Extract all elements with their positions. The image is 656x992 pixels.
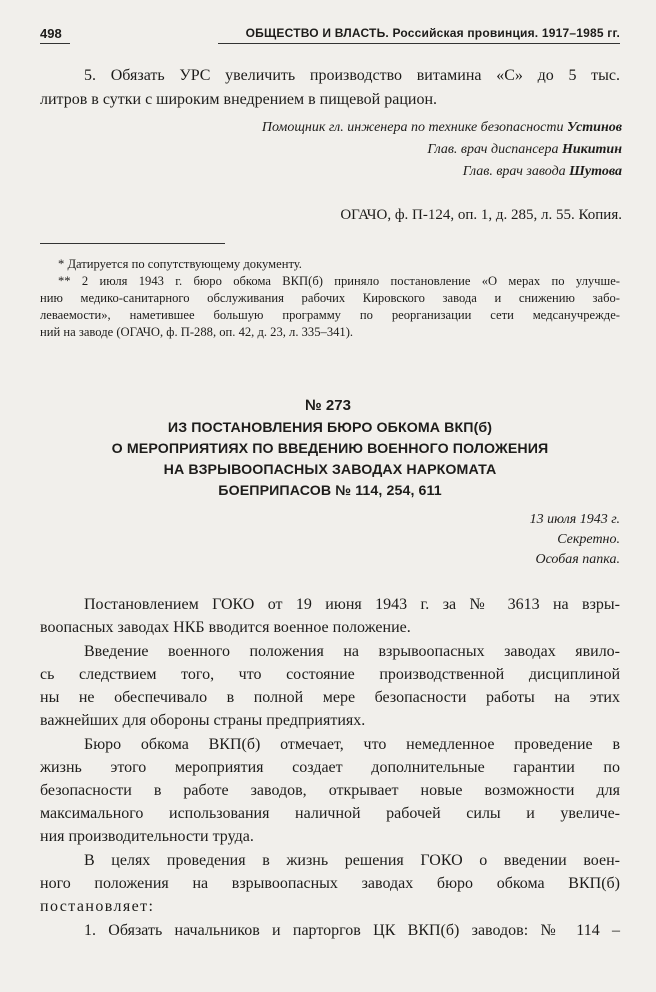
signature-name: Шутова: [569, 164, 622, 179]
footnote-1: * Датируется по сопутствующему документу.: [58, 257, 302, 271]
footnote-2-line: ний на заводе (ОГАЧО, ф. П-288, оп. 42, д. 23, л. 335–341).: [40, 325, 354, 339]
paragraph-line: воопасных заводах НКБ вводится военное положение.: [40, 619, 411, 636]
paragraph-line: Бюро обкома ВКП(б) отмечает, что немедленное проведение в: [84, 736, 620, 753]
paragraph-line: сь следствием того, что состояние производственной дисциплиной: [40, 666, 620, 683]
document-date: 13 июля 1943 г.: [529, 512, 620, 527]
footnote-2-line: леваемости», наметившее большую программу по реорганизации сети медсанучрежде-: [40, 308, 620, 322]
paragraph-line: безопасности в работе заводов, открывает новые возможности для: [40, 782, 620, 799]
document-folder: Особая папка.: [535, 552, 620, 567]
paragraph-line: Постановлением ГОКО от 19 июня 1943 г. за № 3613 на взры-: [84, 596, 620, 613]
archive-reference: ОГАЧО, ф. П-124, оп. 1, д. 285, л. 55. Копия.: [340, 207, 622, 223]
paragraph-line: В целях проведения в жизнь решения ГОКО о введении воен-: [84, 852, 620, 869]
signature-name: Устинов: [566, 120, 622, 135]
document-title-line: БОЕПРИПАСОВ № 114, 254, 611: [218, 483, 442, 499]
signature-position: Помощник гл. инженера по технике безопасности: [261, 120, 564, 135]
running-header: [40, 26, 620, 44]
signature-line: [427, 142, 622, 158]
paragraph-line: постановляет:: [40, 898, 155, 915]
paragraph-line: максимального использования наличной рабочей силы и увеличе-: [40, 805, 620, 822]
paragraph-line: важнейших для обороны страны предприятиях.: [40, 712, 366, 729]
paragraph-line: жизнь этого мероприятия создает дополнительные гарантии по: [40, 759, 620, 776]
header-rule-gap: [70, 41, 218, 45]
signature-position: Глав. врач диспансера: [427, 142, 559, 157]
document-number: № 273: [305, 397, 351, 414]
paragraph-line: 1. Обязать начальников и парторгов ЦК ВКП(б) заводов: № 114 –: [84, 922, 620, 939]
footnote-2-line: ** 2 июля 1943 г. бюро обкома ВКП(б) приняло постановление «О мерах по улучше-: [58, 274, 620, 288]
document-classification: Секретно.: [557, 532, 620, 547]
page-number: 498: [40, 26, 62, 41]
signature-line: [463, 164, 622, 180]
footnote-rule: [40, 243, 225, 244]
paragraph-line: Введение военного положения на взрывоопасных заводах явило-: [84, 643, 620, 660]
signature-name: Никитин: [561, 142, 622, 157]
signature-position: Глав. врач завода: [462, 164, 566, 179]
item-5-line-2: литров в сутки с широким внедрением в пищевой рацион.: [40, 91, 438, 108]
document-title-line: ИЗ ПОСТАНОВЛЕНИЯ БЮРО ОБКОМА ВКП(б): [167, 420, 493, 436]
item-5-line-1: 5. Обязать УРС увеличить производство витамина «С» до 5 тыс.: [84, 67, 620, 84]
running-title: ОБЩЕСТВО И ВЛАСТЬ. Российская провинция. 1917–1985 гг.: [245, 26, 620, 40]
paragraph-line: ного положения на взрывоопасных заводах бюро обкома ВКП(б): [40, 875, 620, 892]
footnote-2-line: нию медико-санитарного обслуживания рабочих Кировского завода и снижению забо-: [40, 291, 620, 305]
signature-line: [262, 120, 622, 136]
document-title-line: НА ВЗРЫВООПАСНЫХ ЗАВОДАХ НАРКОМАТА: [163, 462, 497, 478]
paragraph-line: ния производительности труда.: [40, 828, 254, 845]
paragraph-line: ны не обеспечивало в полной мере безопасности работы на этих: [40, 689, 620, 706]
document-title: [40, 418, 620, 502]
document-title-line: О МЕРОПРИЯТИЯХ ПО ВВЕДЕНИЮ ВОЕННОГО ПОЛОЖЕНИЯ: [111, 441, 549, 457]
